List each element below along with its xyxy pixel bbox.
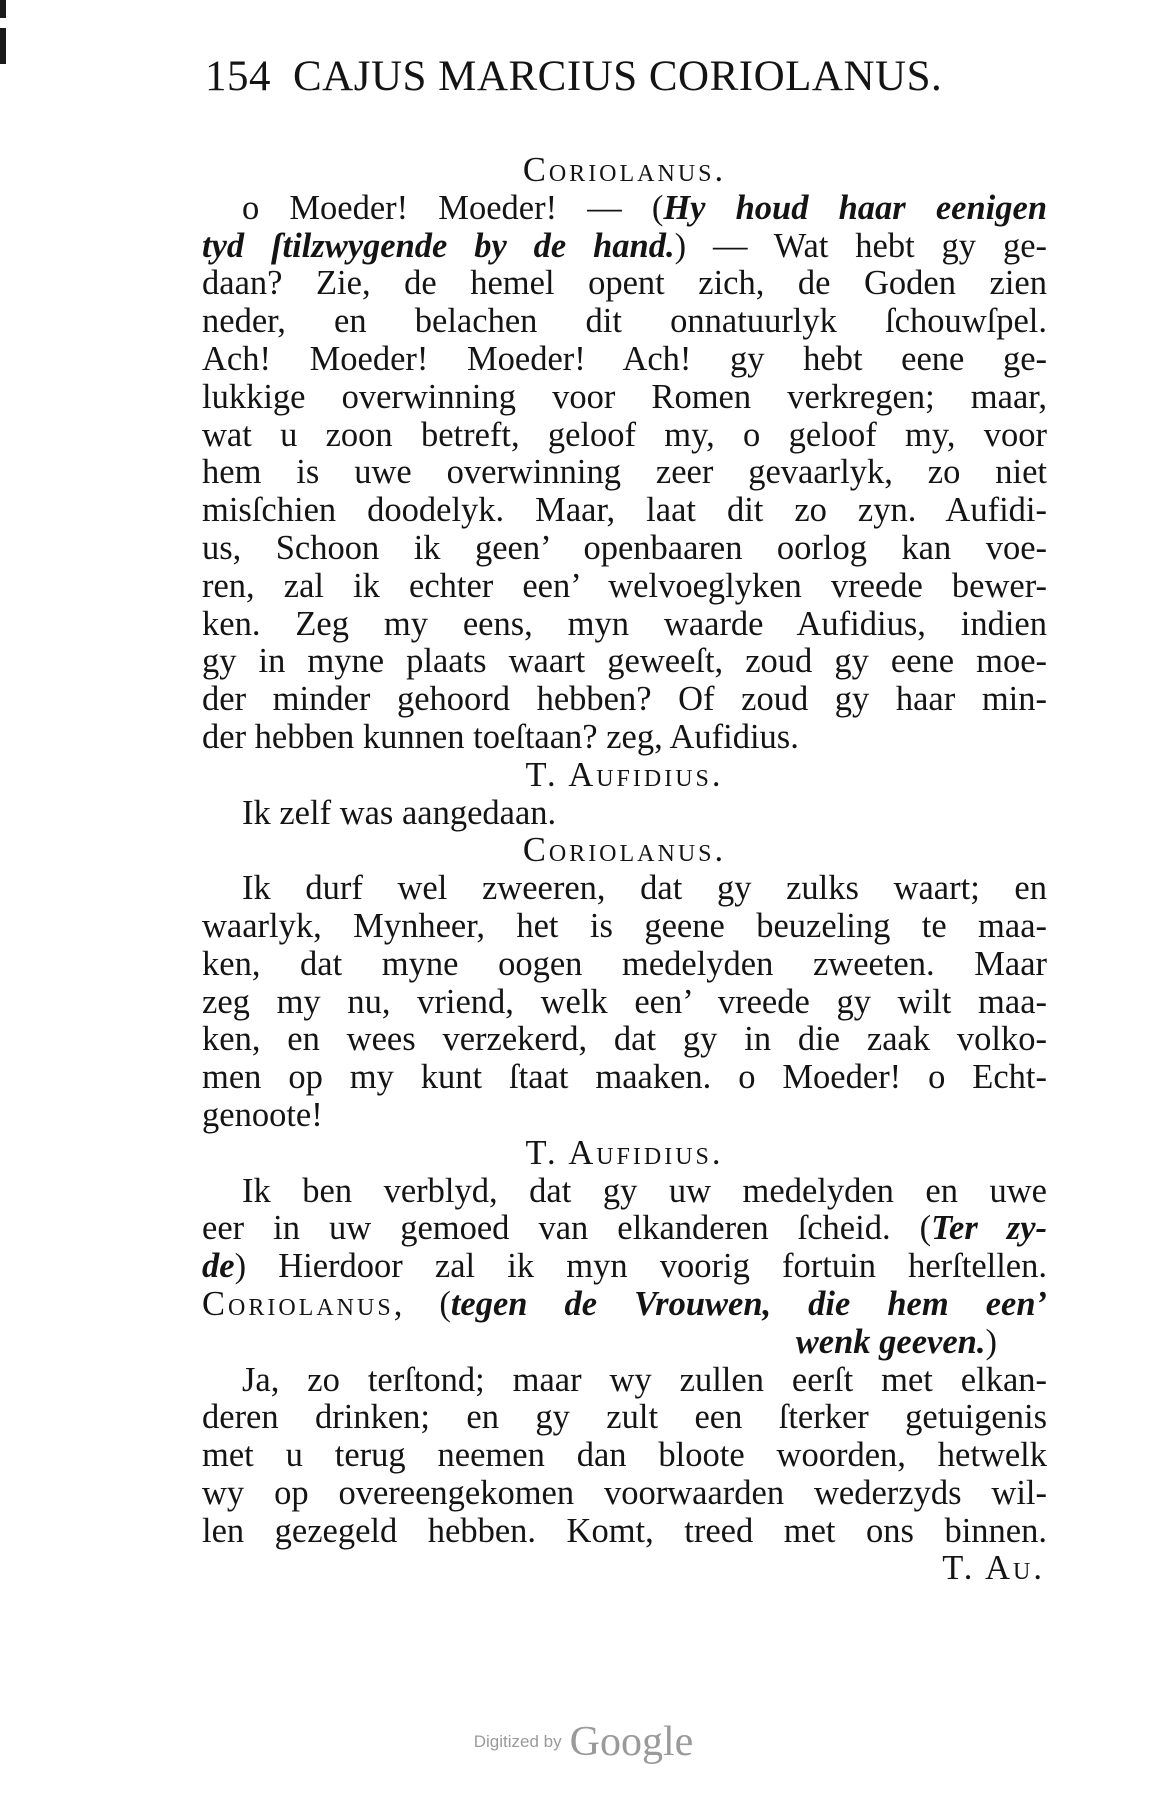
line-text: ken. Zeg my eens, myn waarde Aufidius, indien	[202, 604, 1047, 643]
text-line	[202, 1362, 1047, 1400]
stage-direction-text: tegen de Vrouwen, die hem een’	[450, 1284, 1047, 1323]
line-text: T. Aufidius.	[525, 755, 724, 794]
speaker-name	[202, 1550, 1047, 1588]
line-text: ) Hierdoor zal ik myn voorig fortuin herſtellen.	[234, 1247, 1047, 1286]
line-text: wy op overeengekomen voorwaarden wederzyds wil-	[202, 1473, 1047, 1512]
line-text: len gezegeld hebben. Komt, treed met ons binnen.	[202, 1511, 1047, 1550]
text-line	[202, 1324, 1047, 1362]
line-text: ) — Wat hebt gy ge-	[674, 226, 1047, 265]
text-line	[202, 1210, 1047, 1248]
line-text: ken, dat myne oogen medelyden zweeten. Maar	[202, 944, 1047, 983]
text-line	[202, 1513, 1047, 1551]
text-line	[202, 568, 1047, 606]
text-line	[202, 870, 1047, 908]
text-line	[202, 492, 1047, 530]
line-text: men op my kunt ſtaat maaken. o Moeder! o Echt-	[202, 1058, 1047, 1097]
line-text: wat u zoon betreft, geloof my, o geloof my, voor	[202, 415, 1047, 454]
text-line	[202, 1248, 1047, 1286]
line-text: gy in myne plaats waart geweeſt, zoud gy eene moe-	[202, 642, 1047, 681]
text-line	[202, 946, 1047, 984]
text-line	[202, 1286, 1047, 1324]
stage-direction-text: wenk geeven.	[795, 1322, 986, 1361]
digitization-watermark	[0, 1718, 1167, 1766]
line-text: Ja, zo terſtond; maar wy zullen eerſt met elkan-	[242, 1360, 1047, 1399]
google-wordmark: Google	[569, 1719, 694, 1765]
page-number: 154	[205, 53, 271, 100]
speaker-name	[202, 152, 1047, 190]
text-line	[202, 719, 1047, 757]
line-text: Coriolanus.	[522, 151, 727, 189]
digitized-label: Digitized by	[473, 1732, 562, 1751]
line-text: T. Aufidius.	[525, 1133, 724, 1172]
line-text: Ik ben verblyd, dat gy uw medelyden en uwe	[242, 1171, 1047, 1210]
line-text: T. Au.	[942, 1549, 1045, 1588]
stage-direction-text: de	[202, 1247, 235, 1286]
line-text: lukkige overwinning voor Romen verkregen; maar,	[202, 377, 1047, 416]
line-text: )	[985, 1322, 997, 1361]
line-text: hem is uwe overwinning zeer gevaarlyk, zo niet	[202, 453, 1047, 492]
line-text: Ik zelf was aangedaan.	[242, 793, 557, 832]
line-text: Ik durf wel zweeren, dat gy zulks waart; en	[242, 869, 1047, 908]
text-line	[202, 417, 1047, 455]
text-line	[202, 379, 1047, 417]
text-line	[202, 1437, 1047, 1475]
text-line	[202, 1475, 1047, 1513]
line-text: met u terug neemen dan bloote woorden, hetwelk	[202, 1436, 1047, 1475]
text-line	[202, 1097, 1047, 1135]
stage-direction-text: tyd ſtilzwygende by de hand.	[202, 226, 675, 265]
text-line	[202, 190, 1047, 228]
speaker-name	[202, 1135, 1047, 1173]
line-text: zeg my nu, vriend, welk een’ vreede gy wilt maa-	[202, 982, 1047, 1021]
line-text: waarlyk, Mynheer, het is geene beuzeling te maa-	[202, 906, 1047, 945]
text-line	[202, 984, 1047, 1022]
text-line	[202, 643, 1047, 681]
speaker-name	[202, 832, 1047, 870]
line-text: deren drinken; en gy zult een ſterker getuigenis	[202, 1398, 1047, 1437]
text-line	[202, 1059, 1047, 1097]
text-line	[202, 1173, 1047, 1211]
stage-direction-text: Hy houd haar eenigen	[663, 188, 1048, 227]
line-text: ken, en wees verzekerd, dat gy in die zaak volko-	[202, 1020, 1047, 1059]
line-text: ren, zal ik echter een’ welvoeglyken vreede bewer-	[202, 566, 1047, 605]
line-text: daan? Zie, de hemel opent zich, de Goden zien	[202, 264, 1047, 303]
line-text: o Moeder! Moeder! — (	[242, 188, 664, 227]
text-line	[202, 303, 1047, 341]
text-line	[202, 1399, 1047, 1437]
running-header	[205, 52, 942, 101]
line-text: us, Schoon ik geen’ openbaaren oorlog kan voe-	[202, 528, 1047, 567]
text-line	[202, 454, 1047, 492]
text-line	[202, 795, 1047, 833]
line-text: Coriolanus.	[522, 831, 727, 870]
line-text: der hebben kunnen toeſtaan? zeg, Aufidius.	[202, 717, 799, 756]
line-text: , (	[393, 1284, 451, 1323]
text-line	[202, 228, 1047, 266]
text-line	[202, 265, 1047, 303]
text-line	[202, 341, 1047, 379]
play-text	[202, 152, 1047, 1588]
stage-direction-text: Ter zy-	[931, 1209, 1047, 1248]
text-line	[202, 1021, 1047, 1059]
text-line	[202, 681, 1047, 719]
running-title: CAJUS MARCIUS CORIOLANUS.	[293, 53, 943, 100]
speaker-name	[202, 757, 1047, 795]
text-line	[202, 606, 1047, 644]
line-text: misſchien doodelyk. Maar, laat dit zo zyn. Aufidi-	[202, 491, 1047, 530]
text-line	[202, 530, 1047, 568]
line-text: Ach! Moeder! Moeder! Ach! gy hebt eene ge-	[202, 339, 1047, 378]
speaker-name: Coriolanus	[202, 1284, 394, 1323]
line-text: eer in uw gemoed van elkanderen ſcheid. (	[202, 1209, 932, 1248]
line-text: der minder gehoord hebben? Of zoud gy haar min-	[202, 680, 1047, 719]
line-text: genoote!	[202, 1095, 323, 1134]
line-text: neder, en belachen dit onnatuurlyk ſchouwſpel.	[202, 302, 1047, 341]
text-line	[202, 908, 1047, 946]
